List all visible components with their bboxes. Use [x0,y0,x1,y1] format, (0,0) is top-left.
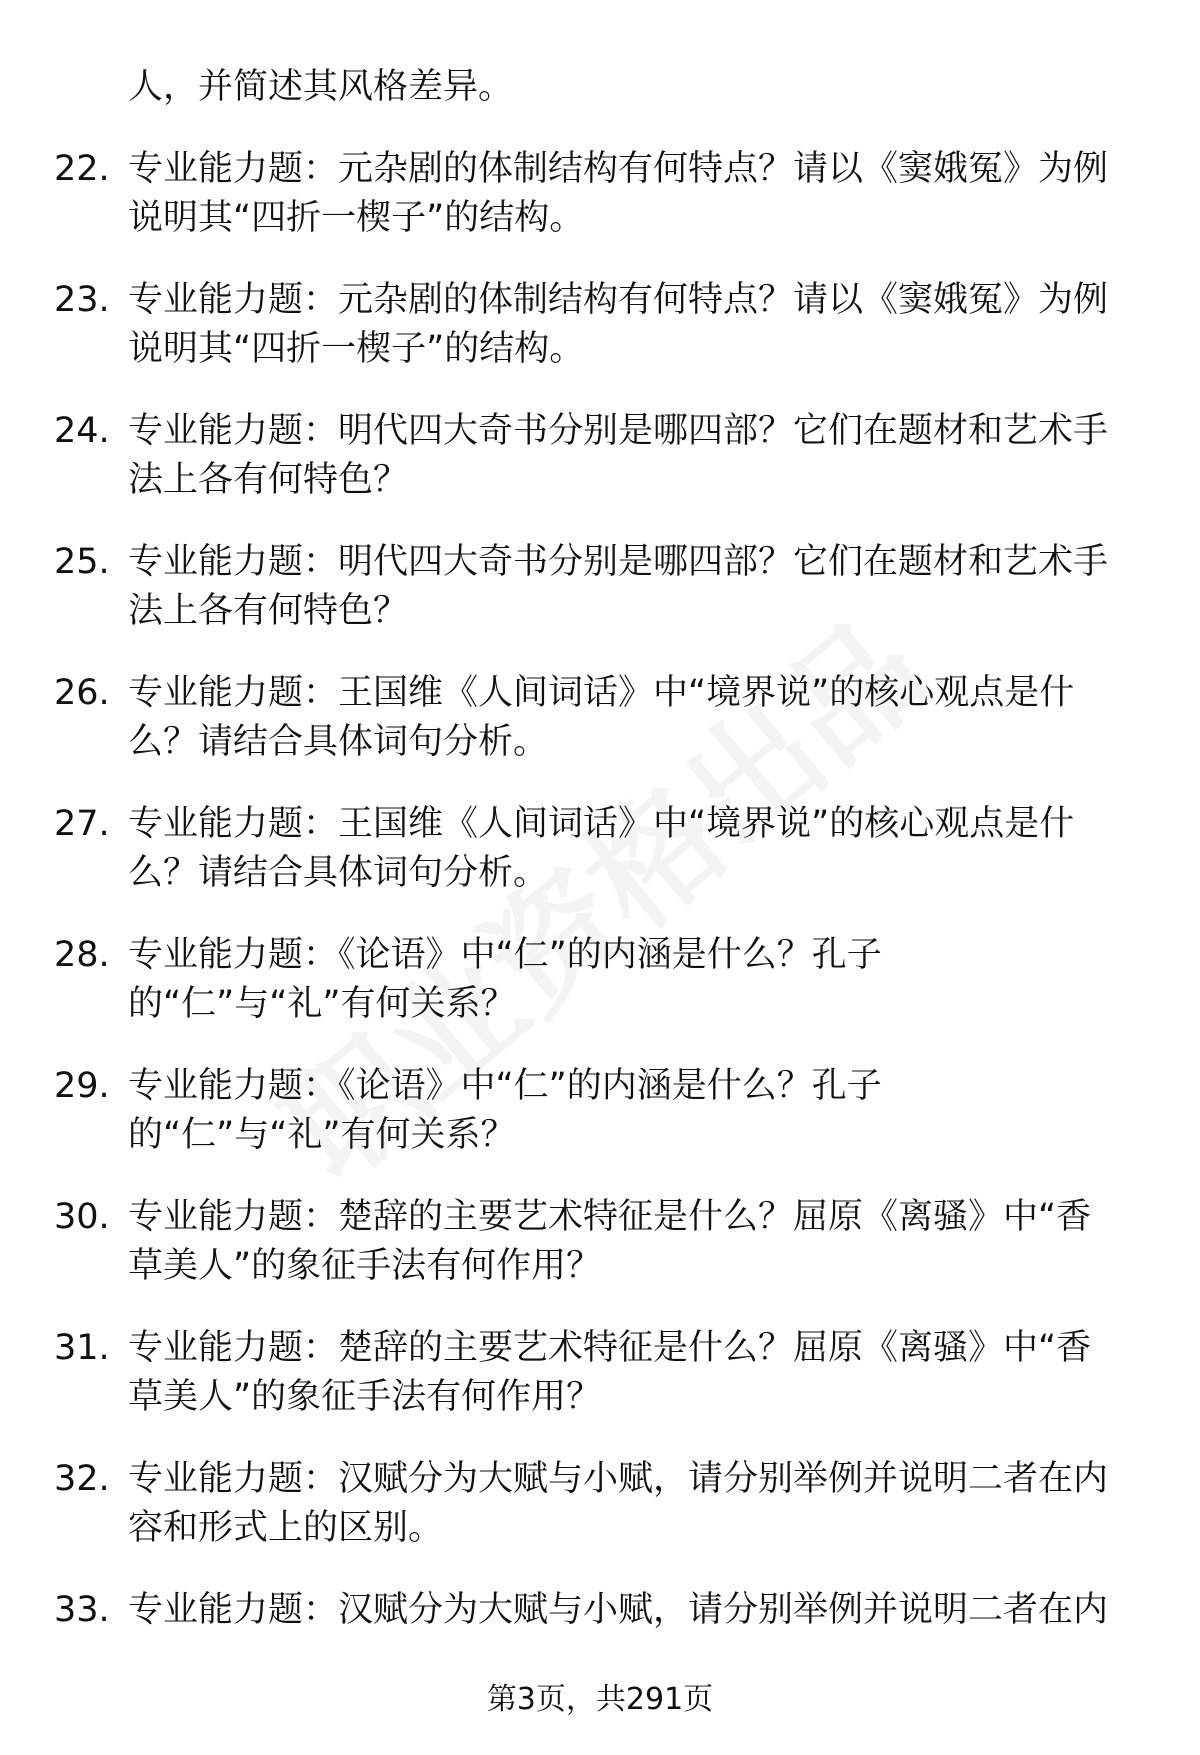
question-text [128,1324,1138,1422]
question-number: 31. [54,1328,110,1368]
question-line: 专业能力题：《论语》中“仁”的内涵是什么？孔子 [128,1066,882,1106]
question-item [0,1586,1200,1684]
question-text [128,931,1138,1029]
question-number: 22. [54,149,110,189]
question-number: 30. [54,1197,110,1237]
question-line: 专业能力题：元杂剧的体制结构有何特点？请以《窦娥冤》为例 [128,149,1109,189]
question-list [0,145,1200,1717]
question-line: 草美人”的象征手法有何作用？ [128,1377,602,1417]
question-item [0,931,1200,1029]
question-line: 专业能力题：汉赋分为大赋与小赋，请分别举例并说明二者在内 [128,1590,1109,1630]
question-number: 26. [54,673,110,713]
question-line: 专业能力题：楚辞的主要艺术特征是什么？屈原《离骚》中“香 [128,1197,1092,1237]
question-line: 专业能力题：楚辞的主要艺术特征是什么？屈原《离骚》中“香 [128,1328,1092,1368]
question-number: 24. [54,411,110,451]
question-line: 的“仁”与“礼”有何关系？ [128,1115,516,1155]
question-text [128,800,1138,898]
continuation-line: 人，并简述其风格差异。 [128,67,514,107]
question-line: 专业能力题：明代四大奇书分别是哪四部？它们在题材和艺术手 [128,411,1109,451]
question-item [0,1455,1200,1553]
question-text [128,1193,1138,1291]
question-item [0,145,1200,243]
question-number: 25. [54,542,110,582]
question-item [0,407,1200,505]
question-text [128,145,1138,243]
question-item [0,1062,1200,1160]
question-line: 专业能力题：明代四大奇书分别是哪四部？它们在题材和艺术手 [128,542,1109,582]
question-line: 专业能力题：汉赋分为大赋与小赋，请分别举例并说明二者在内 [128,1459,1109,1499]
question-item [0,669,1200,767]
question-text [128,276,1138,374]
question-item [0,800,1200,898]
question-number: 23. [54,280,110,320]
question-line: 专业能力题：元杂剧的体制结构有何特点？请以《窦娥冤》为例 [128,280,1109,320]
question-line: 说明其“四折一楔子”的结构。 [128,329,585,369]
question-line: 草美人”的象征手法有何作用？ [128,1246,602,1286]
question-text [128,1586,1138,1635]
question-line: 法上各有何特色？ [128,591,409,631]
question-number: 33. [54,1590,110,1630]
question-text [128,407,1138,505]
question-item [0,1193,1200,1291]
question-line: 专业能力题：王国维《人间词话》中“境界说”的核心观点是什 [128,673,1075,713]
question-text [128,538,1138,636]
question-line: 的“仁”与“礼”有何关系？ [128,984,516,1024]
question-number: 28. [54,935,110,975]
question-item [0,1324,1200,1422]
question-item [0,538,1200,636]
question-text [128,1455,1138,1553]
page-footer: 第3页，共291页 [486,1682,714,1717]
question-line: 说明其“四折一楔子”的结构。 [128,198,585,238]
question-number: 29. [54,1066,110,1106]
question-number: 32. [54,1459,110,1499]
question-line: 么？请结合具体词句分析。 [128,853,549,893]
question-line: 法上各有何特色？ [128,460,409,500]
question-item [0,276,1200,374]
question-line: 容和形式上的区别。 [128,1508,444,1548]
question-number: 27. [54,804,110,844]
question-line: 么？请结合具体词句分析。 [128,722,549,762]
question-text [128,1062,1138,1160]
question-line: 专业能力题：《论语》中“仁”的内涵是什么？孔子 [128,935,882,975]
question-line: 专业能力题：王国维《人间词话》中“境界说”的核心观点是什 [128,804,1075,844]
question-text [128,669,1138,767]
